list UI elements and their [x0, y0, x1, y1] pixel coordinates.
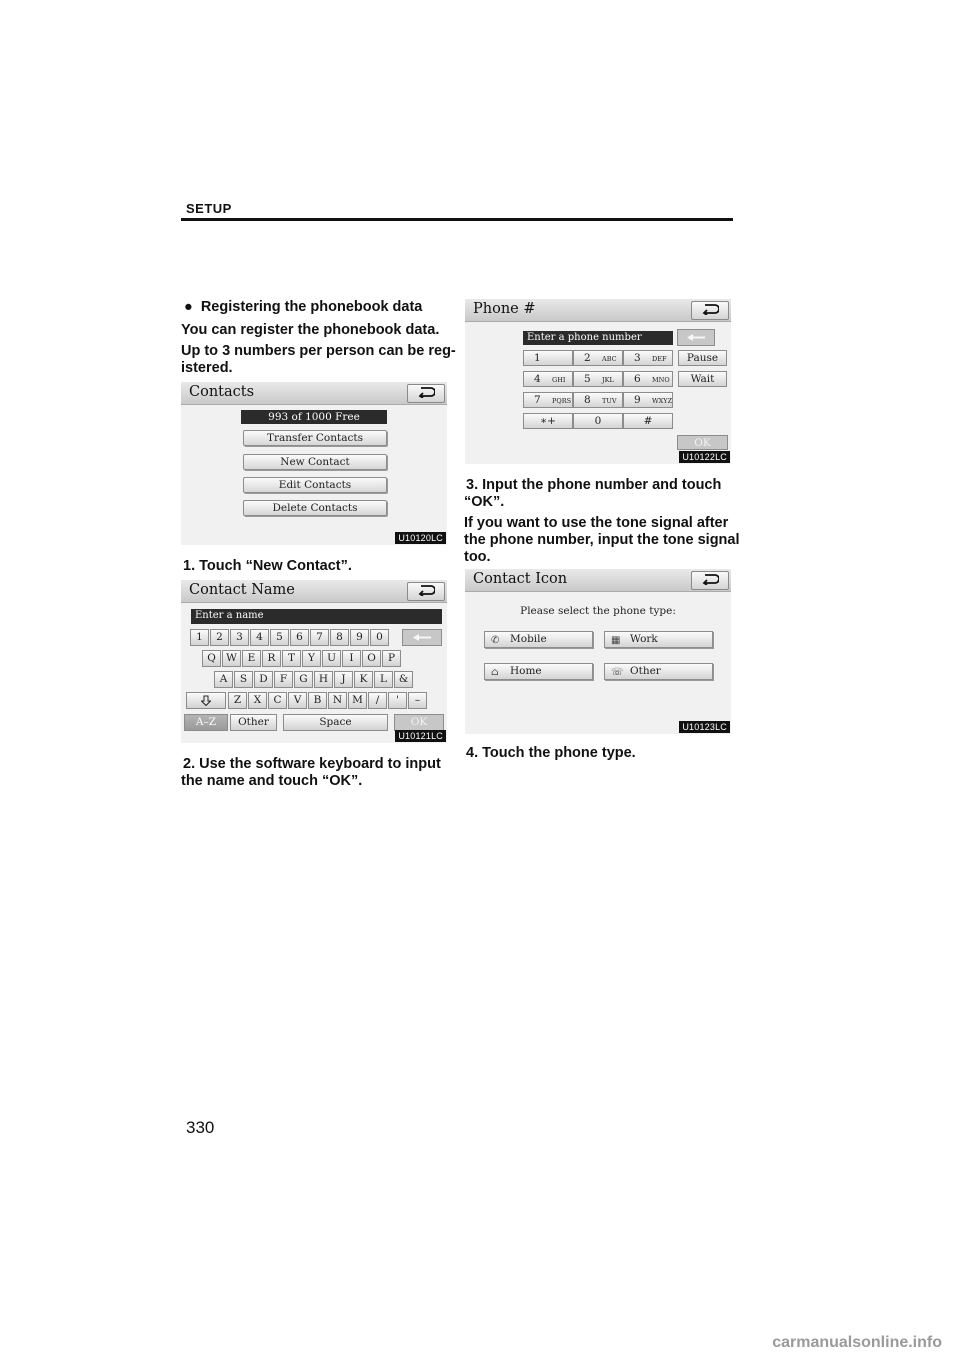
figure-code: U10120LC [395, 532, 446, 544]
transfer-contacts-button[interactable]: Transfer Contacts [243, 430, 387, 446]
step-1: 1. Touch “New Contact”. [183, 558, 352, 574]
watermark: carmanualsonline.info [772, 1334, 942, 1351]
phone-key-star-plus[interactable]: ∗+ [523, 413, 573, 429]
tone-text-1: If you want to use the tone signal after [464, 515, 729, 531]
other-mode-button[interactable]: Other [230, 714, 277, 731]
contact-icon-screenshot [465, 569, 731, 734]
key-apostrophe[interactable]: ' [388, 692, 407, 709]
key-5[interactable]: 5 [270, 629, 289, 646]
contacts-screenshot [181, 382, 447, 545]
edit-contacts-button[interactable]: Edit Contacts [243, 477, 387, 493]
key-b[interactable]: B [308, 692, 327, 709]
key-6[interactable]: 6 [290, 629, 309, 646]
back-arrow-icon [701, 304, 719, 315]
free-count: 993 of 1000 Free [241, 410, 387, 424]
work-type-button[interactable]: ▦ Work [604, 631, 713, 648]
pause-button[interactable]: Pause [678, 350, 727, 366]
screen-title: Contacts [189, 384, 255, 400]
other-type-button[interactable]: ☏ Other [604, 663, 713, 680]
screen-title: Phone # [473, 301, 536, 317]
key-k[interactable]: K [354, 671, 373, 688]
back-button[interactable] [407, 384, 445, 403]
phone-key-6[interactable]: 6 MNO [623, 371, 673, 387]
header-rule [181, 218, 733, 221]
back-arrow-icon [417, 387, 435, 398]
key-q[interactable]: Q [202, 650, 221, 667]
key-c[interactable]: C [268, 692, 287, 709]
key-g[interactable]: G [294, 671, 313, 688]
az-mode-button[interactable]: A–Z [184, 714, 228, 731]
phone-key-2[interactable]: 2 ABC [573, 350, 623, 366]
step-3-line2: “OK”. [464, 494, 505, 510]
home-type-button[interactable]: ⌂ Home [484, 663, 593, 680]
key-t[interactable]: T [282, 650, 301, 667]
phone-key-8[interactable]: 8 TUV [573, 392, 623, 408]
key-l[interactable]: L [374, 671, 393, 688]
contact-name-screenshot [181, 580, 447, 743]
ok-button[interactable]: OK [677, 435, 728, 450]
key-p[interactable]: P [382, 650, 401, 667]
key-v[interactable]: V [288, 692, 307, 709]
key-3[interactable]: 3 [230, 629, 249, 646]
screen-title: Contact Icon [473, 571, 568, 587]
key-h[interactable]: H [314, 671, 333, 688]
key-0[interactable]: 0 [370, 629, 389, 646]
select-prompt: Please select the phone type: [520, 605, 676, 617]
key-j[interactable]: J [334, 671, 353, 688]
key-i[interactable]: I [342, 650, 361, 667]
phone-titlebar [465, 299, 731, 322]
key-e[interactable]: E [242, 650, 261, 667]
figure-code: U10123LC [679, 721, 730, 733]
key-ampersand[interactable]: & [394, 671, 413, 688]
shift-arrow-icon [201, 695, 211, 706]
tone-text-2: the phone number, input the tone signal [464, 532, 740, 548]
backspace-icon [412, 633, 432, 642]
space-button[interactable]: Space [283, 714, 388, 731]
bullet-heading: ● Registering the phonebook data [184, 299, 423, 315]
key-x[interactable]: X [248, 692, 267, 709]
phone-key-0[interactable]: 0 [573, 413, 623, 429]
phone-key-hash[interactable]: # [623, 413, 673, 429]
delete-contacts-button[interactable]: Delete Contacts [243, 500, 387, 516]
phone-number-screenshot [465, 299, 731, 464]
step-4: 4. Touch the phone type. [466, 745, 636, 761]
step-2-line1: 2. Use the software keyboard to input [183, 756, 441, 772]
key-u[interactable]: U [322, 650, 341, 667]
key-a[interactable]: A [214, 671, 233, 688]
key-s[interactable]: S [234, 671, 253, 688]
phone-key-4[interactable]: 4 GHI [523, 371, 573, 387]
ok-button[interactable]: OK [394, 714, 444, 731]
key-slash[interactable]: / [368, 692, 387, 709]
back-button[interactable] [691, 571, 729, 590]
figure-code: U10121LC [395, 730, 446, 742]
key-n[interactable]: N [328, 692, 347, 709]
backspace-icon [686, 333, 706, 342]
mobile-phone-icon: ✆ [491, 635, 500, 646]
screen-title: Contact Name [189, 582, 295, 598]
contact-name-titlebar [181, 580, 447, 603]
section-header: SETUP [186, 201, 232, 216]
limit-text-1: Up to 3 numbers per person can be reg- [181, 343, 456, 359]
key-y[interactable]: Y [302, 650, 321, 667]
key-r[interactable]: R [262, 650, 281, 667]
phone-key-7[interactable]: 7 PQRS [523, 392, 573, 408]
limit-text-2: istered. [181, 360, 233, 376]
key-m[interactable]: M [348, 692, 367, 709]
key-1[interactable]: 1 [190, 629, 209, 646]
key-2[interactable]: 2 [210, 629, 229, 646]
key-8[interactable]: 8 [330, 629, 349, 646]
contact-icon-titlebar [465, 569, 731, 592]
phone-key-1[interactable]: 1 [523, 350, 573, 366]
back-button[interactable] [691, 301, 729, 320]
house-icon: ⌂ [491, 667, 499, 678]
key-7[interactable]: 7 [310, 629, 329, 646]
phone-key-3[interactable]: 3 DEF [623, 350, 673, 366]
figure-code: U10122LC [679, 451, 730, 463]
backspace-button[interactable] [677, 329, 715, 346]
page-number: 330 [186, 1118, 215, 1137]
key-d[interactable]: D [254, 671, 273, 688]
key-z[interactable]: Z [228, 692, 247, 709]
intro-text: You can register the phonebook data. [181, 322, 440, 338]
tone-text-3: too. [464, 549, 491, 565]
key-f[interactable]: F [274, 671, 293, 688]
key-4[interactable]: 4 [250, 629, 269, 646]
mobile-type-button[interactable]: ✆ Mobile [484, 631, 593, 648]
name-input[interactable]: Enter a name [191, 609, 442, 624]
phone-handset-icon: ☏ [611, 667, 624, 678]
new-contact-button[interactable]: New Contact [243, 454, 387, 470]
phone-key-9[interactable]: 9 WXYZ [623, 392, 673, 408]
backspace-button[interactable] [402, 629, 442, 646]
bullet-icon: ● [184, 299, 193, 315]
step-2-line2: the name and touch “OK”. [181, 773, 363, 789]
wait-button[interactable]: Wait [678, 371, 727, 387]
step-3-line1: 3. Input the phone number and touch [466, 477, 722, 493]
key-dash[interactable]: – [408, 692, 427, 709]
back-arrow-icon [701, 574, 719, 585]
contacts-titlebar [181, 382, 447, 405]
key-9[interactable]: 9 [350, 629, 369, 646]
phone-key-5[interactable]: 5 JKL [573, 371, 623, 387]
key-w[interactable]: W [222, 650, 241, 667]
shift-button[interactable] [186, 692, 226, 709]
phone-input[interactable]: Enter a phone number [523, 331, 673, 345]
building-icon: ▦ [611, 635, 621, 646]
key-o[interactable]: O [362, 650, 381, 667]
back-button[interactable] [407, 582, 445, 601]
back-arrow-icon [417, 585, 435, 596]
